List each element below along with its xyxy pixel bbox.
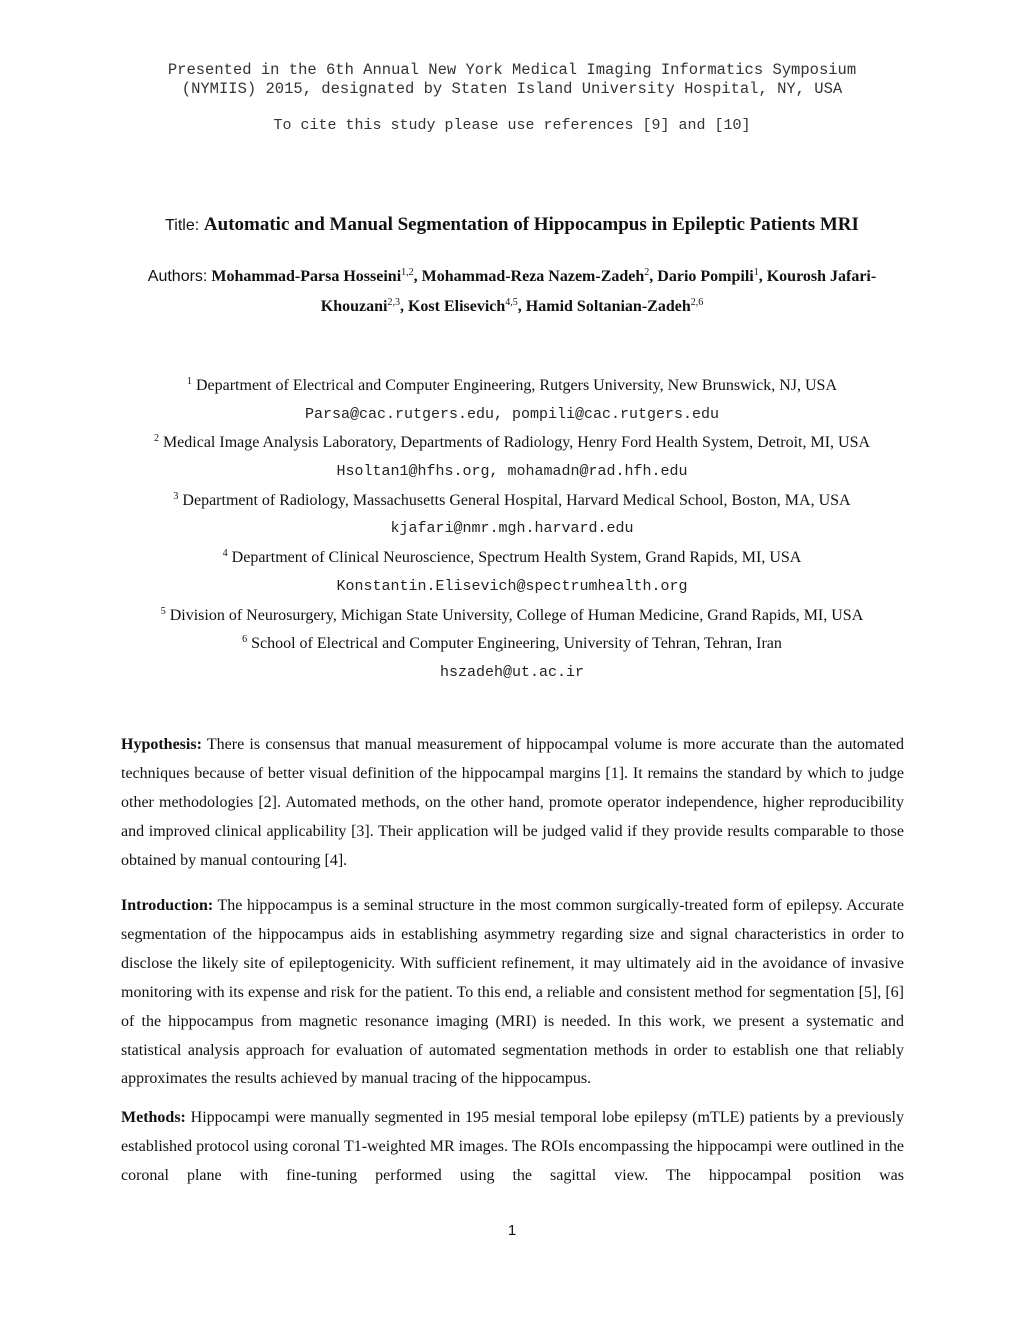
conference-note-line-2: (NYMIIS) 2015, designated by Staten Island University Hospital, NY, USA <box>181 80 843 98</box>
title-label: Title: <box>165 217 200 234</box>
author-name: Hamid Soltanian-Zadeh <box>525 298 691 315</box>
citation-note: To cite this study please use references [9] and [10] <box>273 117 751 134</box>
author-name: Mohammad-Parsa Hosseini <box>211 268 402 285</box>
affiliation-1: $^1$ Department of Electrical and Computer Engineering, Rutgers University, New Brunswick, NJ, USA <box>186 376 838 394</box>
introduction-text: The hippocampus is a seminal structure in the most common surgically-treated form of epilepsy. Accurate segmentation of the hippocampus aids in establishing asymmetry regarding size and signal characteristics in order to disclose the likely site of epileptogenicity. With sufficient refinement, it may ultimately aid in the avoidance of invasive monitoring with its expense and risk for the patient. To this end, a reliable and consistent method for segmentation [5], [6] of the hippocampus from magnetic resonance imaging (MRI) is needed. In this work, we present a systematic and statistical analysis approach for evaluation of automated segmentation methods in order to establish one that reliably approximates the results achieved by manual tracing of the hippocampus. <box>121 897 905 1088</box>
paper-title <box>0 214 1024 236</box>
hypothesis-heading: Hypothesis: <box>121 736 202 753</box>
author-list: Authors: Mohammad-Parsa Hosseini$^{1,2}$, Mohammad-Reza Nazem-Zadeh$^2$, Dario Pompili$^1$, Kourosh Jafari-Khouzani$^{2,3}$, Kost Elisevich$^{4,5}$, Hamid Soltanian-Zadeh$^{2,6}$ <box>147 267 877 315</box>
affiliation-2: $^2$ Medical Image Analysis Laboratory, Departments of Radiology, Henry Ford Health System, Detroit, MI, USA <box>153 433 871 452</box>
methods-section <box>121 1104 904 1191</box>
affiliation-6-email: hszadeh@ut.ac.ir <box>439 663 585 681</box>
authors-label: Authors: <box>147 268 208 285</box>
author-affiliation-sup: 1 <box>753 267 759 278</box>
introduction-section <box>121 892 904 1094</box>
hypothesis-section <box>121 731 904 876</box>
author-affiliation-sup: 2 <box>644 267 650 278</box>
methods-text: Hippocampi were manually segmented in 195 mesial temporal lobe epilepsy (mTLE) patients by a previously established protocol using coronal T1-weighted MR images. The ROIs encompassing the hippocampi were outlined in the coronal plane with fine-tuning performed using the sagittal view. The hippocampal position was <box>121 1109 905 1184</box>
author-affiliation-sup: 2,3 <box>387 297 400 308</box>
author-affiliation-sup: 4,5 <box>505 297 518 308</box>
affiliation-2-email: Hsoltan1@hfhs.org, mohamadn@rad.hfh.edu <box>336 463 688 481</box>
author-affiliation-sup: 1,2 <box>401 267 414 278</box>
affiliation-5: $^5$ Division of Neurosurgery, Michigan State University, College of Human Medicine, Grand Rapids, MI, USA <box>160 605 864 624</box>
affiliation-1-email: Parsa@cac.rutgers.edu, pompili@cac.rutgers.edu <box>304 405 720 423</box>
author-name: Dario Pompili <box>657 268 754 285</box>
author-name: Kost Elisevich <box>407 298 506 315</box>
page-number: 1 <box>507 1222 517 1239</box>
affiliation-6: $^6$ School of Electrical and Computer Engineering, University of Tehran, Tehran, Iran <box>242 634 782 653</box>
hypothesis-text: There is consensus that manual measurement of hippocampal volume is more accurate than the automated techniques because of better visual definition of the hippocampal margins [1]. It remains the standard by which to judge other methodologies [2]. Automated methods, on the other hand, promote operator independence, higher reproducibility and improved clinical applicability [3]. Their application will be judged valid if they provide results comparable to those obtained by manual contouring [4]. <box>121 736 904 869</box>
title-text: Automatic and Manual Segmentation of Hippocampus in Epileptic Patients MRI <box>203 214 859 235</box>
conference-note-line-1: Presented in the 6th Annual New York Medical Imaging Informatics Symposium <box>167 61 857 79</box>
affiliation-4: $^4$ Department of Clinical Neuroscience, Spectrum Health System, Grand Rapids, MI, USA <box>222 548 802 567</box>
affiliation-4-email: Konstantin.Elisevich@spectrumhealth.org <box>336 577 688 595</box>
affiliation-list <box>60 372 964 688</box>
author-affiliation-sup: 2,6 <box>690 297 704 308</box>
author-name: Mohammad-Reza Nazem-Zadeh <box>421 268 645 285</box>
methods-heading: Methods: <box>121 1109 186 1126</box>
introduction-heading: Introduction: <box>121 897 214 914</box>
affiliation-3-email: kjafari@nmr.mgh.harvard.edu <box>390 520 634 538</box>
author-name: Kourosh Jafari-Khouzani <box>320 268 877 315</box>
affiliation-3: $^3$ Department of Radiology, Massachusetts General Hospital, Harvard Medical School, Boston, MA, USA <box>173 490 851 509</box>
